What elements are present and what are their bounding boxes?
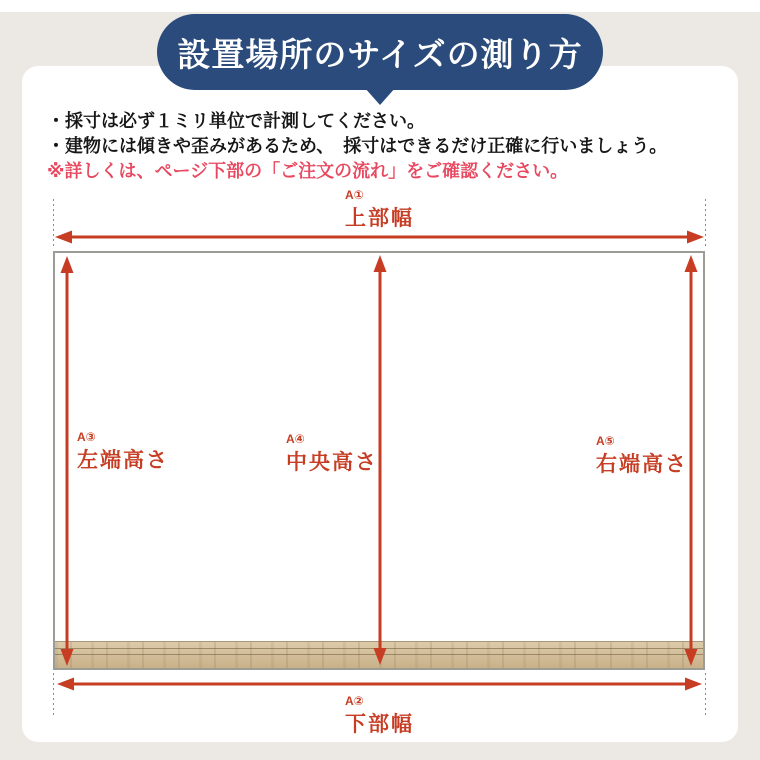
page-title: 設置場所のサイズの測り方 [177,35,583,73]
label-top-width [345,188,414,232]
label-right-height [596,434,688,478]
label-center-height-code: A④ [286,432,305,446]
label-top-width-code: A① [345,188,364,202]
title-banner [157,14,603,90]
note-bullet-1: ・採寸は必ず１ミリ単位で計測してください。 [47,111,425,131]
label-top-width-text: 上部幅 [345,207,414,230]
wood-baseboard [55,641,703,668]
label-left-height-text: 左端高さ [77,449,169,472]
label-center-height-text: 中央高さ [286,451,378,474]
label-right-height-text: 右端高さ [596,453,688,476]
baseboard-trim-lines [55,648,703,655]
label-bottom-width-text: 下部幅 [345,713,414,736]
label-right-height-code: A⑤ [596,434,615,448]
measurement-notes [47,109,667,184]
label-center-height [286,432,378,476]
label-left-height [77,430,169,474]
note-bullet-2: ・建物には傾きや歪みがあるため、 採寸はできるだけ正確に行いましょう。 [47,136,668,156]
label-bottom-width-code: A② [345,694,364,708]
label-bottom-width [345,694,414,738]
label-left-height-code: A③ [77,430,96,444]
note-warning: ※詳しくは、ページ下部の「ご注文の流れ」をご確認ください。 [47,161,569,181]
